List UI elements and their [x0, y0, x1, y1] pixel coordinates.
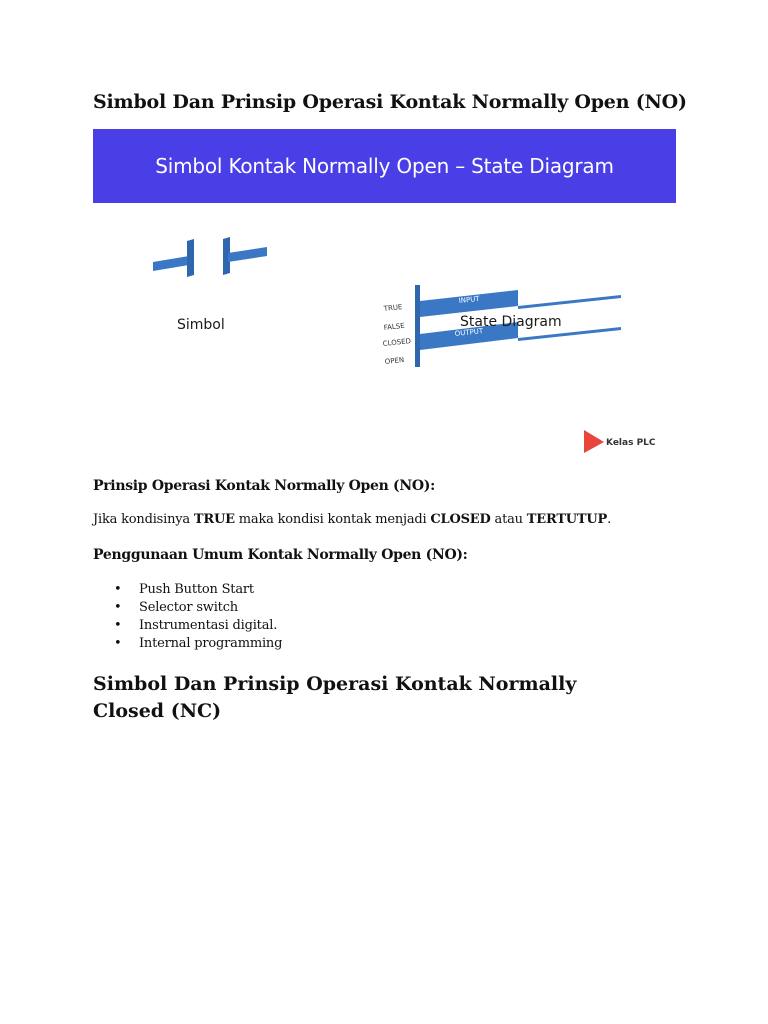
- text-span: atau: [490, 512, 527, 527]
- label-closed: CLOSED: [382, 337, 412, 348]
- no-contact-symbol: [153, 237, 267, 277]
- brand-logo: [584, 430, 656, 453]
- list-item: • Internal programming: [93, 635, 282, 653]
- section-title-nc: Simbol Dan Prinsip Operasi Kontak Normally Closed (NC): [93, 673, 577, 722]
- output-label: OUTPUT: [454, 327, 484, 338]
- brand-text: Kelas PLC: [606, 438, 656, 448]
- principle-paragraph: [93, 510, 611, 530]
- figure-illustration: [93, 203, 676, 461]
- label-true: TRUE: [383, 303, 403, 313]
- symbol-caption: Simbol: [177, 317, 225, 333]
- list-item: • Instrumentasi digital.: [93, 617, 282, 635]
- usage-list: [93, 581, 282, 653]
- section-title-no: Simbol Dan Prinsip Operasi Kontak Normally Open (NO): [93, 91, 687, 113]
- text-span: .: [607, 512, 612, 527]
- keyword-tertutup: TERTUTUP: [526, 512, 608, 527]
- figure-banner: Simbol Kontak Normally Open – State Diagram: [93, 129, 676, 203]
- label-false: FALSE: [383, 321, 406, 332]
- label-open: OPEN: [384, 356, 405, 366]
- keyword-closed: CLOSED: [430, 512, 491, 527]
- text-span: Jika kondisinya: [93, 512, 194, 527]
- list-item: • Push Button Start: [93, 581, 282, 599]
- state-caption: State Diagram: [460, 314, 562, 330]
- input-label: INPUT: [458, 294, 481, 305]
- text-span: maka kondisi kontak menjadi: [234, 512, 431, 527]
- keyword-true: TRUE: [193, 512, 235, 527]
- section-heading-prinsip: Prinsip Operasi Kontak Normally Open (NO):: [93, 478, 435, 494]
- state-diagram-figure: [93, 129, 676, 461]
- list-item: • Selector switch: [93, 599, 282, 617]
- section-heading-penggunaan: Penggunaan Umum Kontak Normally Open (NO):: [93, 547, 468, 563]
